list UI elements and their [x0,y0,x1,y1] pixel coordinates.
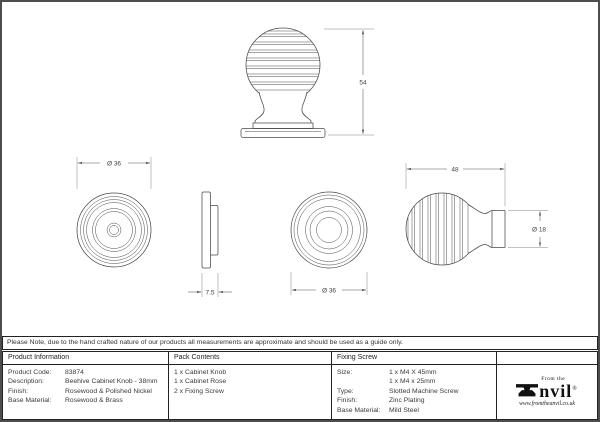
field-label [337,377,389,386]
knob-elevation-view [241,28,325,138]
pack-contents-header: Pack Contents [169,352,332,365]
field-value: Rosewood & Polished Nickel [65,387,152,395]
product-information-cell [3,365,169,419]
knob-side-view [406,163,548,265]
logo-brand-text: nvil® [539,381,578,402]
field-label: Type: [337,387,354,395]
field-value: Beehive Cabinet Knob - 38mm [65,378,158,386]
spec-table [2,351,598,420]
field-value: Rosewood & Brass [65,397,123,405]
field-label: Base Material: [8,397,52,405]
table-row [8,377,168,386]
pack-contents-cell [169,365,332,419]
field-value: Slotted Machine Screw [389,387,459,395]
list-item: 1 x Cabinet Knob [174,369,227,376]
logo-tagline: From the [541,375,566,382]
table-row [337,396,496,405]
table-row [337,387,496,396]
table-row [8,387,168,396]
knob-face-view [291,192,367,295]
rose-plan-view [77,157,151,267]
table-row [8,396,168,405]
field-label: Base Material: [337,406,381,414]
dim-knob-diameter-label: Ø 36 [321,287,337,295]
dim-rose-diameter-label: Ø 36 [106,160,122,168]
fixing-screw-header: Fixing Screw [332,352,497,365]
field-value: Zinc Plating [389,397,425,405]
field-value: 1 x M4 X 45mm [389,369,437,376]
logo-website: www.fromtheanvil.co.uk [519,401,575,408]
field-value: 1 x M4 x 25mm [389,378,436,386]
dim-stem-diameter-label: Ø 18 [531,226,547,234]
list-item: 2 x Fixing Screw [174,387,224,395]
brand-logo [497,365,597,419]
logo-header-cell [497,352,597,365]
dim-height-label: 54 [359,79,367,87]
field-label: Size: [337,369,353,376]
technical-drawing [2,2,598,336]
dim-knob-length-label: 48 [451,166,459,174]
field-label: Finish: [337,397,358,405]
hand-crafted-note: Please Note, due to the hand crafted nature of our products all measurements are approximate and should be used as a guide only. [2,336,598,350]
table-row [337,406,496,415]
table-row [8,368,168,377]
fixing-screw-cell [332,365,497,419]
product-information-header: Product Information [3,352,169,365]
list-item: 1 x Cabinet Rose [174,378,227,386]
field-label: Product Code: [8,369,52,376]
field-label: Description: [8,378,44,386]
dim-rose-depth-label: 7.5 [205,289,215,297]
registered-mark: ® [572,386,578,393]
field-label: Finish: [8,387,29,395]
brand-logo-cell [497,365,597,419]
anvil-icon [516,383,538,398]
rose-profile-view [188,192,232,297]
table-row [337,368,496,377]
field-value: Mild Steel [389,406,419,414]
field-value: 83874 [65,369,84,376]
dim-overall-height [324,29,374,135]
table-row [337,377,496,386]
